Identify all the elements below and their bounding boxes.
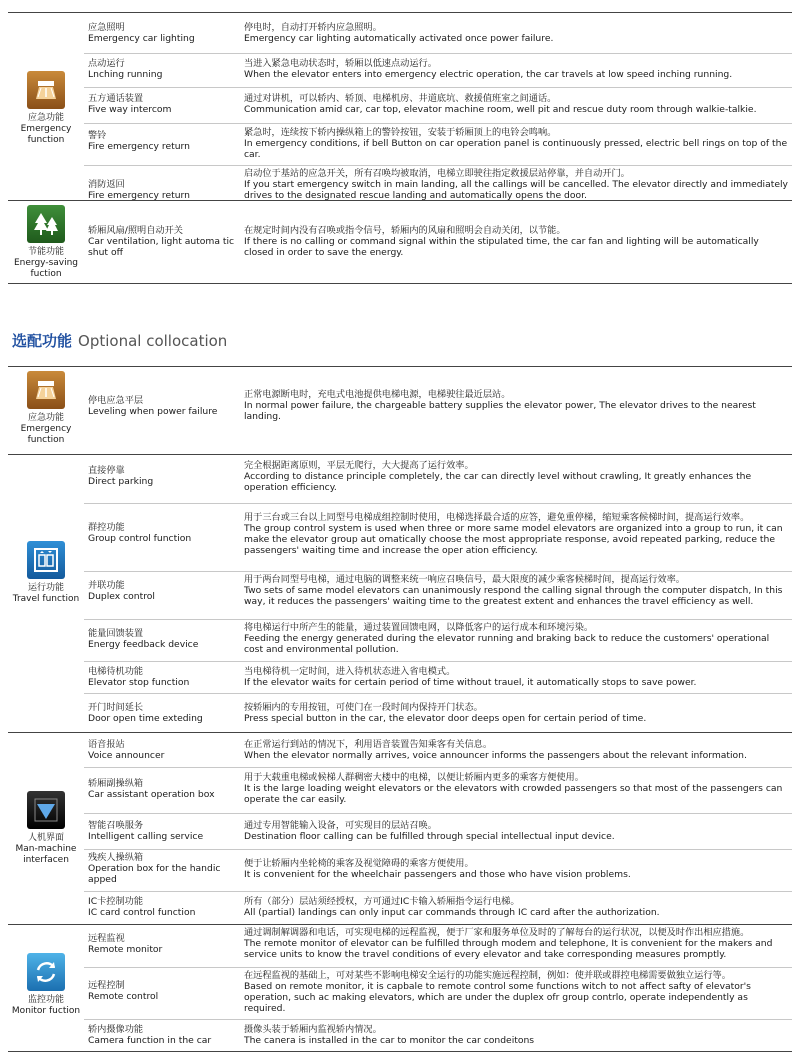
feature-desc-zh: 通过专用智能输入设备，可实现目的层站召唤。 (244, 820, 437, 831)
feature-desc-en: When the elevator enters into emergency electric operation, the car travels at low speed inching running. (244, 69, 733, 80)
feature-row (84, 571, 792, 618)
emergency-light-icon (27, 71, 65, 109)
heading-en: Optional collocation (78, 332, 228, 350)
feature-row (84, 925, 792, 965)
category-zh: 运行功能 (27, 583, 64, 593)
feature-name-zh: IC卡控制功能 (88, 896, 144, 907)
feature-desc-en: Feeding the energy generated during the elevator running and braking back to reduce the customers' operational cost and environmental pollution. (244, 633, 770, 655)
feature-desc-en: All (partial) landings can only input car commands through IC card after the authorization. (244, 907, 660, 918)
feature-desc-en: If the elevator waits for certain period of time without trauel, it automatically stops to save power. (244, 677, 697, 688)
feature-desc-en: Communication amid car, car top, elevator machine room, well pit and rescue duty room through walkie-talkie. (244, 104, 757, 115)
feature-name-zh: 智能召唤服务 (88, 820, 144, 831)
category-travel (8, 541, 84, 605)
feature-row (84, 849, 792, 890)
feature-name-zh: 轿厢风扇/照明自动开关 (88, 225, 183, 236)
feature-row (84, 813, 792, 848)
feature-name-en: IC card control function (88, 907, 196, 918)
feature-name-en: Energy feedback device (88, 639, 199, 650)
feature-desc-zh: 通过调制解调器和电话，可实现电梯的远程监视，便于厂家和服务单位及时的了解每台的运行状况，以便及时作出相应措施。 (244, 927, 750, 938)
feature-name-zh: 轿厢副操纵箱 (88, 778, 144, 789)
feature-name-zh: 点动运行 (88, 58, 125, 69)
feature-name-en: Fire emergency return (88, 190, 190, 201)
feature-row (84, 1019, 792, 1052)
feature-desc-zh: 在远程监视的基础上，可对某些不影响电梯安全运行的功能实施远程控制，例如：使并联或群控电梯需要做独立运行等。 (244, 970, 731, 981)
feature-name-zh: 应急照明 (88, 22, 125, 33)
feature-desc-zh: 通过对讲机，可以轿内、轿顶、电梯机房、井道底坑、救援值班室之间通话。 (244, 93, 557, 104)
feature-name-zh: 警铃 (88, 130, 107, 141)
category-energy (8, 205, 84, 280)
feature-desc-en: It is convenient for the wheelchair passengers and those who have vision problems. (244, 869, 631, 880)
standard-emergency-section (8, 12, 792, 201)
feature-name-en: Fire emergency return (88, 141, 190, 152)
feature-row (84, 13, 792, 49)
optional-monitor-section (8, 924, 792, 1052)
feature-name-en: Remote control (88, 991, 159, 1002)
feature-name-en: Operation box for the handic apped (88, 863, 221, 885)
category-zh: 监控功能 (27, 995, 64, 1005)
feature-desc-zh: 完全根据距离原则，平层无爬行，大大提高了运行效率。 (244, 460, 474, 471)
category-hmi (8, 791, 84, 866)
optional-emergency-section (8, 366, 792, 453)
feature-name-zh: 电梯待机功能 (88, 666, 144, 677)
feature-row (84, 967, 792, 1018)
feature-desc-en: If there is no calling or command signal within the stipulated time, the car fan and lighting will be automatically closed in order to save the energy. (244, 236, 759, 258)
feature-name-en: Voice announcer (88, 750, 165, 761)
feature-name-en: Lnching running (88, 69, 163, 80)
feature-desc-zh: 将电梯运行中所产生的能量，通过装置回馈电网，以降低客户的运行成本和环境污染。 (244, 622, 594, 633)
category-en: Energy-saving fuction (13, 258, 79, 279)
category-en: Man-machine interfacen (15, 844, 77, 865)
feature-name-en: Emergency car lighting (88, 33, 195, 44)
feature-desc-zh: 摄像头装于轿厢内监视轿内情况。 (244, 1024, 382, 1035)
feature-desc-en: Emergency car lighting automatically activated once power failure. (244, 33, 554, 44)
feature-desc-zh: 正常电源断电时，充电式电池提供电梯电源，电梯驶往最近层站。 (244, 389, 511, 400)
feature-desc-zh: 用于大载重电梯或候梯人群稠密大楼中的电梯，以便让轿厢内更多的乘客方便使用。 (244, 772, 584, 783)
category-en: Emergency function (20, 124, 72, 145)
feature-desc-zh: 当电梯待机一定时间，进入待机状态进入省电模式。 (244, 666, 456, 677)
feature-name-zh: 开门时间延长 (88, 702, 144, 713)
feature-name-zh: 并联功能 (88, 580, 125, 591)
feature-desc-en: If you start emergency switch in main landing, all the callings will be cancelled. The elevator directly and immediately drives to the designated rescue landing and automatically opens the door. (244, 179, 788, 201)
category-en: Travel function (12, 594, 80, 604)
feature-desc-zh: 紧急时，连续按下轿内操纵箱上的警铃按钮，安装于轿厢顶上的电铃会鸣响。 (244, 127, 557, 138)
feature-desc-en: The canera is installed in the car to monitor the car condeitons (244, 1035, 535, 1046)
category-zh: 应急功能 (27, 113, 64, 123)
feature-desc-en: Press special button in the car, the elevator door deeps open for certain period of time. (244, 713, 647, 724)
feature-desc-en: When the elevator normally arrives, voice announcer informs the passengers about the relevant information. (244, 750, 747, 761)
feature-desc-zh: 当进入紧急电动状态时，轿厢以低速点动运行。 (244, 58, 437, 69)
feature-row (84, 503, 792, 570)
feature-row (84, 767, 792, 812)
feature-name-en: Intelligent calling service (88, 831, 204, 842)
optional-heading (12, 330, 227, 351)
feature-name-en: Camera function in the car (88, 1035, 212, 1046)
feature-name-en: Remote monitor (88, 944, 163, 955)
feature-row (84, 693, 792, 732)
category-zh: 人机界面 (27, 833, 64, 843)
feature-name-en: Elevator stop function (88, 677, 190, 688)
feature-desc-en: The group control system is used when three or more same model elevators are organized into a group to run, it can make the elevator group aut omatically choose the most appropriate response, avoid repeated parking, reduce the passengers' waiting time and increase the oper ation efficiency. (244, 523, 783, 556)
feature-name-en: Door open time exteding (88, 713, 203, 724)
optional-hmi-section (8, 732, 792, 923)
feature-row (84, 201, 792, 283)
category-zh: 应急功能 (27, 413, 64, 423)
feature-name-en: Group control function (88, 533, 192, 544)
feature-desc-zh: 按轿厢内的专用按钮，可使门在一段时间内保持开门状态。 (244, 702, 483, 713)
feature-desc-en: According to distance principle completely, the car can directly level without crawling, It greatly enhances the operation efficiency. (244, 471, 752, 493)
feature-row (84, 891, 792, 924)
tree-icon (27, 205, 65, 243)
feature-desc-zh: 在正常运行到站的情况下，利用语音装置告知乘客有关信息。 (244, 739, 493, 750)
feature-desc-en: Two sets of same model elevators can unanimously respond the calling signal through the computer dispatch, In this way, it reduces the passengers' waiting time to the greatest extent and enhances the travel efficiency as well. (244, 585, 783, 607)
feature-name-zh: 能量回馈装置 (88, 628, 144, 639)
feature-desc-zh: 用于两台同型号电梯，通过电脑的调整来统一响应召唤信号，最大限度的减少乘客候梯时间，提高运行效率。 (244, 574, 685, 585)
feature-desc-zh: 启动位于基站的应急开关，所有召唤均被取消，电梯立即驶往指定救援层站停靠，并自动开门。 (244, 168, 630, 179)
feature-name-en: Car assistant operation box (88, 789, 215, 800)
elevator-icon (27, 541, 65, 579)
feature-name-en: Leveling when power failure (88, 406, 218, 417)
feature-row (84, 53, 792, 86)
feature-name-zh: 停电应急平层 (88, 395, 144, 406)
feature-desc-zh: 所有（部分）层站须经授权，方可通过IC卡输入轿厢指令运行电梯。 (244, 896, 520, 907)
emergency-light-icon (27, 371, 65, 409)
standard-energy-section (8, 200, 792, 284)
feature-name-zh: 群控功能 (88, 522, 125, 533)
feature-row (84, 619, 792, 660)
category-en: Emergency function (20, 424, 72, 445)
feature-name-zh: 远程控制 (88, 980, 125, 991)
feature-name-zh: 直接停靠 (88, 465, 125, 476)
category-zh: 节能功能 (27, 247, 64, 257)
feature-name-en: Direct parking (88, 476, 154, 487)
feature-desc-en: Destination floor calling can be fulfilled through special intellectual input device. (244, 831, 615, 842)
feature-desc-zh: 停电时，自动打开轿内应急照明。 (244, 22, 382, 33)
feature-desc-zh: 用于三台或三台以上同型号电梯成组控制时使用，电梯选择最合适的应答，避免重停梯，缩短乘客候梯时间，提高运行效率。 (244, 512, 750, 523)
feature-name-zh: 语音报站 (88, 739, 125, 750)
feature-row (84, 165, 792, 199)
feature-desc-en: In emergency conditions, if bell Button on car operation panel is continuously pressed, electric bell rings on top of the car. (244, 138, 788, 160)
feature-name-zh: 远程监视 (88, 933, 125, 944)
feature-name-zh: 五方通话装置 (88, 93, 144, 104)
feature-row (84, 123, 792, 164)
category-emergency (8, 71, 84, 146)
category-en: Monitor fuction (11, 1006, 81, 1016)
feature-name-zh: 轿内摄像功能 (88, 1024, 144, 1035)
feature-name-en: Duplex control (88, 591, 155, 602)
category-emergency (8, 371, 84, 446)
feature-name-zh: 残疾人操纵箱 (88, 852, 144, 863)
feature-row (84, 87, 792, 122)
category-monitor (8, 953, 84, 1017)
feature-desc-en: It is the large loading weight elevators or the elevators with crowded passengers so that most of the passengers can operate the car easily. (244, 783, 783, 805)
optional-travel-section (8, 454, 792, 731)
refresh-arrows-icon (27, 953, 65, 991)
feature-row (84, 661, 792, 692)
feature-name-en: Five way intercom (88, 104, 172, 115)
feature-row (84, 733, 792, 765)
feature-name-zh: 消防返回 (88, 179, 125, 190)
heading-zh: 选配功能 (12, 332, 73, 350)
feature-desc-zh: 在规定时间内没有召唤或指令信号，轿厢内的风扇和照明会自动关闭，以节能。 (244, 225, 566, 236)
feature-row (84, 455, 792, 501)
feature-desc-zh: 便于让轿厢内坐轮椅的乘客及视觉障碍的乘客方便使用。 (244, 858, 474, 869)
feature-desc-en: Based on remote monitor, it is capbale to remote control some functions witch to not affect safty of elevator's operation, such ac making elevators, which are under the duplex ofr group contrlo, operate independently as required. (244, 981, 751, 1014)
feature-row (84, 367, 792, 453)
feature-desc-en: The remote monitor of elevator can be fulfilled through modem and telephone, It is convenient for the makers and service units to know the travel conditions of every elevator and take corresponding measures promptly. (244, 938, 773, 960)
triangle-screen-icon (27, 791, 65, 829)
feature-desc-en: In normal power failure, the chargeable battery supplies the elevator power, The elevator drives to the nearest landing. (244, 400, 756, 422)
feature-name-en: Car ventilation, light automa tic shut off (88, 236, 235, 258)
